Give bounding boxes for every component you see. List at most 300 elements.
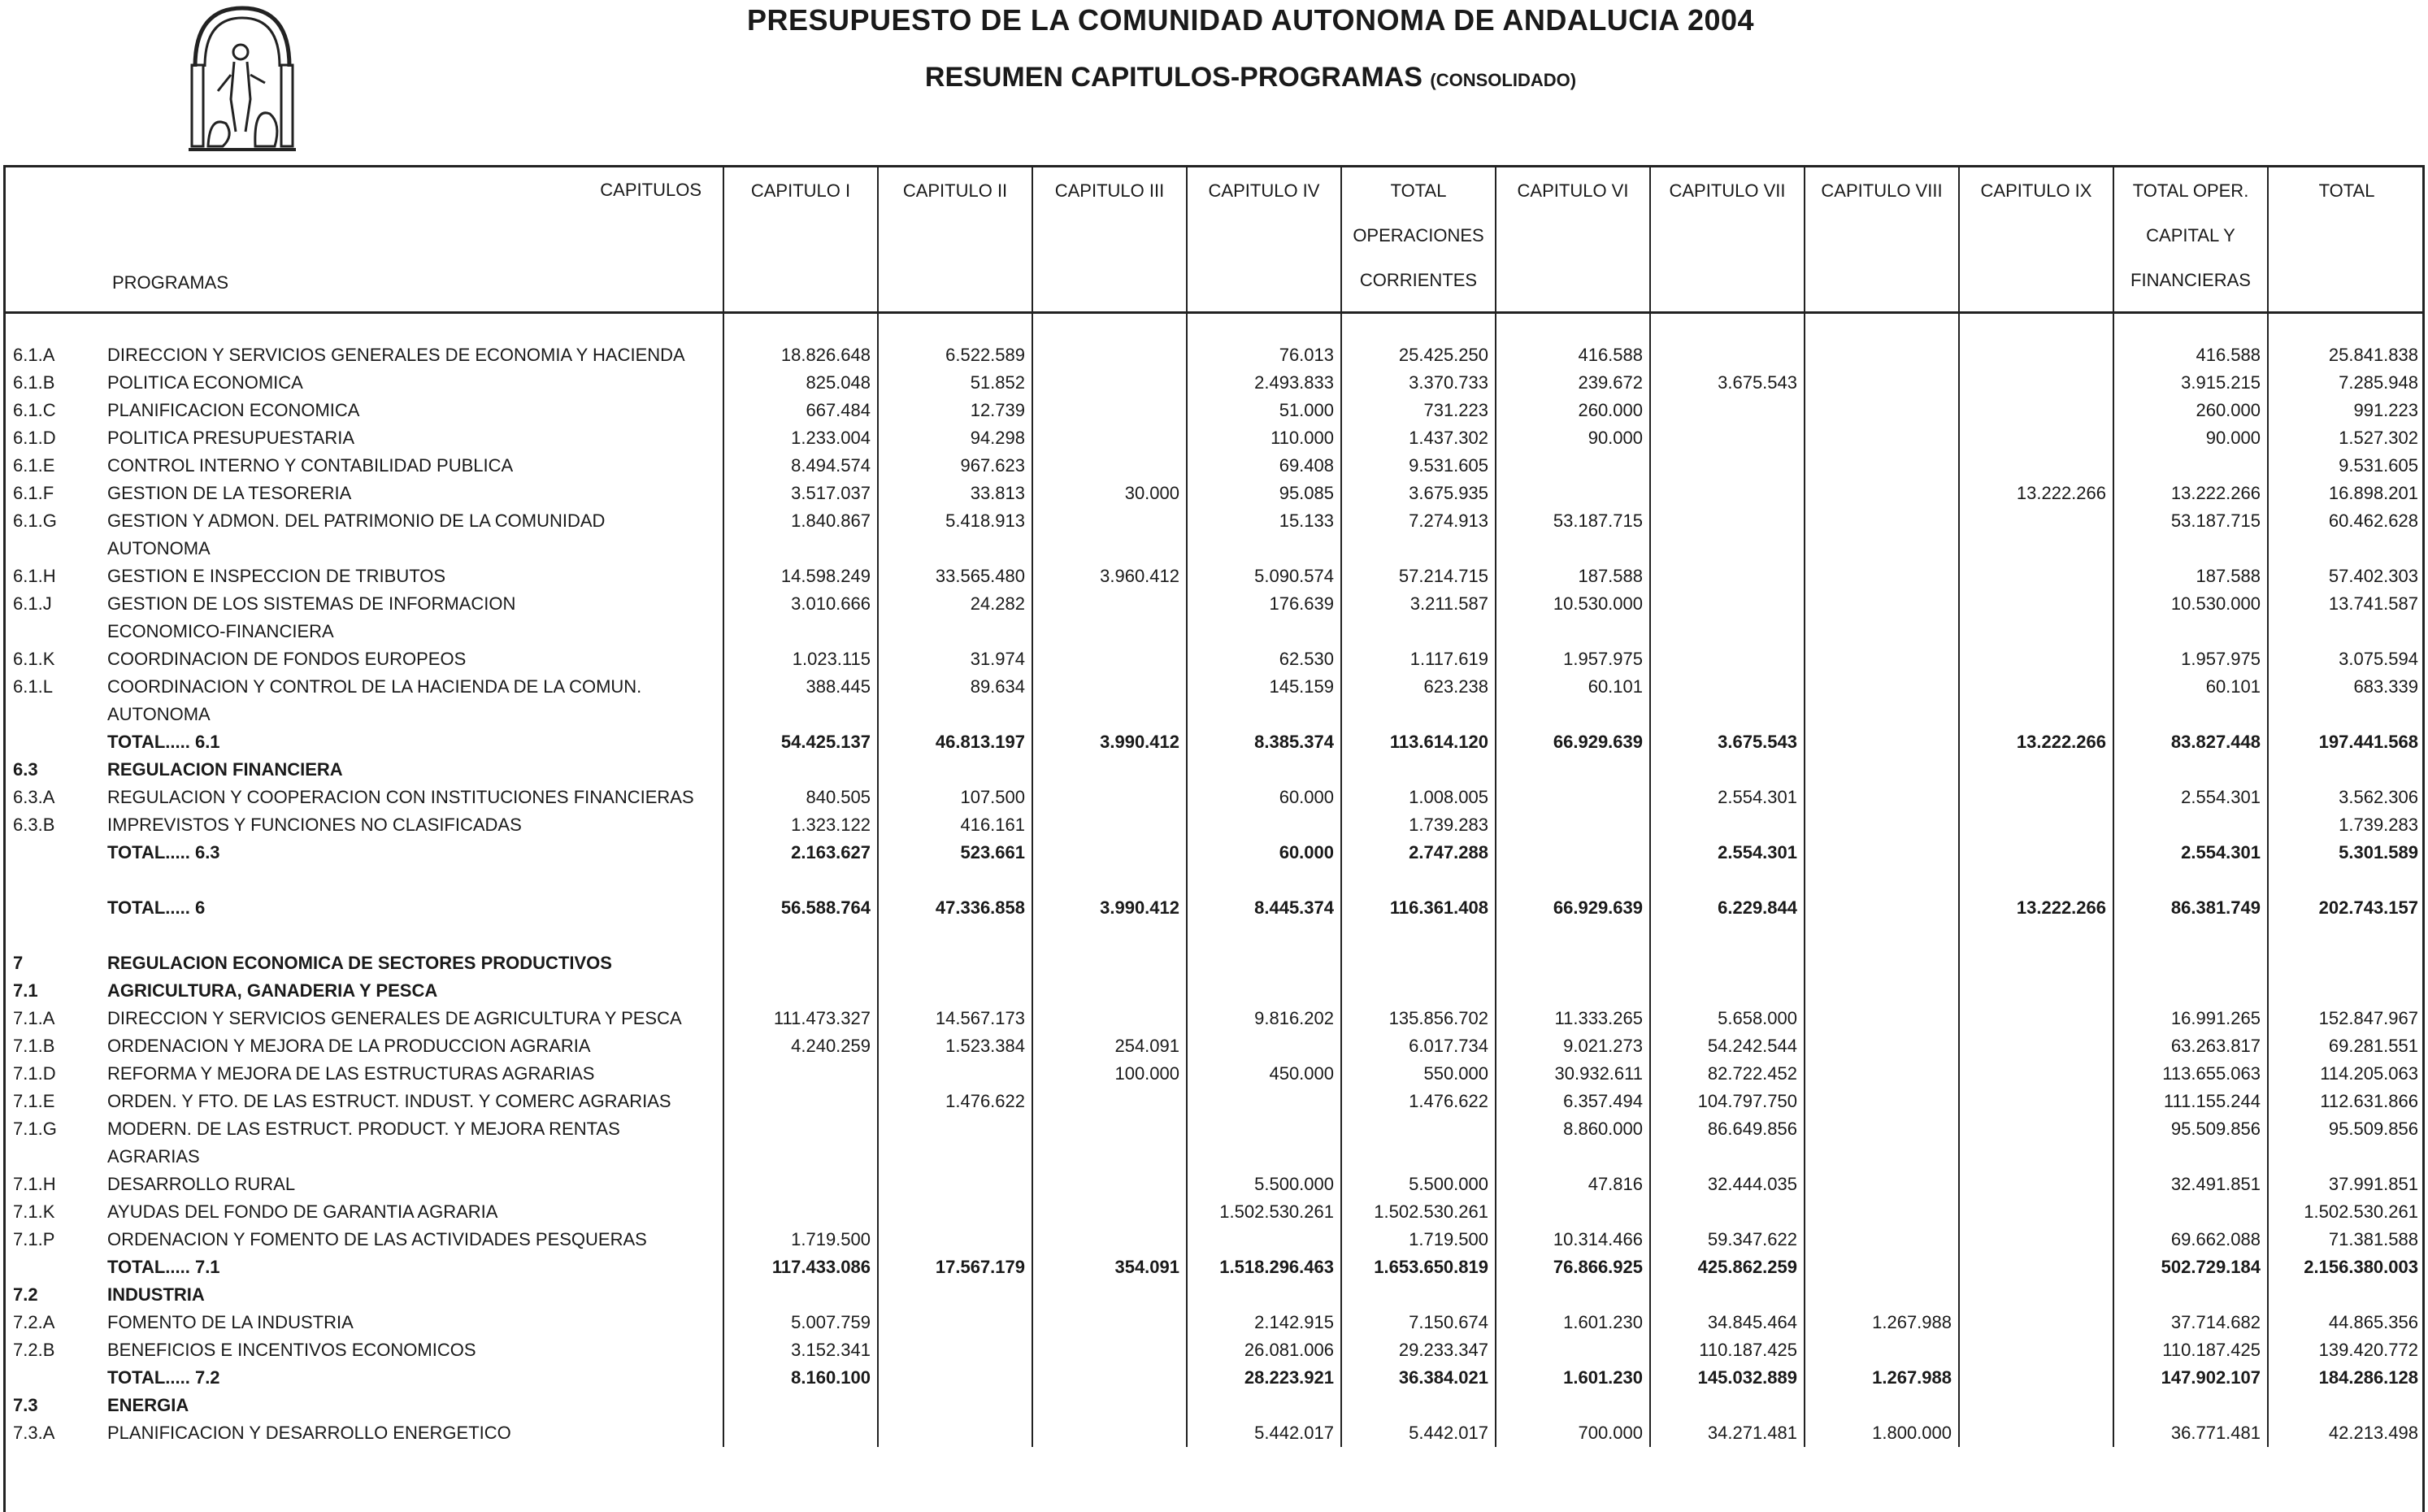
program-row: [3, 1115, 2425, 1143]
amount-cell: 111.155.244: [2113, 1088, 2268, 1115]
empty-cell: [3, 867, 107, 894]
program-row: [3, 1226, 2425, 1253]
empty-cell: [1187, 313, 1341, 342]
amount-cell: [1341, 1281, 1496, 1309]
amount-cell: 145.032.889: [1650, 1364, 1805, 1392]
program-code: 7.2.A: [13, 1312, 55, 1332]
program-name: TOTAL..... 7.1: [107, 1257, 220, 1277]
empty-cell: [1805, 313, 1959, 342]
amount-cell: [1032, 1198, 1187, 1226]
program-row: [3, 1143, 2425, 1171]
amount-cell: [1805, 1281, 1959, 1309]
amount-cell: [878, 756, 1032, 784]
total-row: [3, 1253, 2425, 1281]
amount-cell: [1959, 949, 2113, 977]
amount-cell: [2113, 1281, 2268, 1309]
amount-cell: [1805, 1060, 1959, 1088]
amount-cell: 1.502.530.261: [1341, 1198, 1496, 1226]
amount-cell: 623.238: [1341, 673, 1496, 701]
amount-cell: [2268, 977, 2425, 1005]
amount-cell: 967.623: [878, 452, 1032, 480]
amount-cell: 59.347.622: [1650, 1226, 1805, 1253]
amount-cell: [1187, 949, 1341, 977]
amount-cell: [1341, 1392, 1496, 1419]
program-name: TOTAL..... 6.1: [107, 732, 220, 752]
amount-cell: [1959, 424, 2113, 452]
empty-cell: [2268, 867, 2425, 894]
program-code: 6.1.D: [13, 428, 56, 448]
amount-cell: [1496, 1392, 1650, 1419]
amount-cell: [1650, 480, 1805, 507]
amount-cell: [1341, 756, 1496, 784]
amount-cell: [1959, 590, 2113, 618]
empty-cell: [723, 867, 878, 894]
amount-cell: 36.384.021: [1341, 1364, 1496, 1392]
amount-cell: [1959, 1198, 2113, 1226]
program-name: PLANIFICACION ECONOMICA: [107, 400, 360, 420]
column-header-line: CAPITULO VI: [1517, 180, 1629, 201]
amount-cell: 5.500.000: [1187, 1171, 1341, 1198]
program-name: GESTION DE LA TESORERIA: [107, 483, 352, 503]
program-row: [3, 701, 2425, 728]
program-code: 7.3.A: [13, 1423, 55, 1443]
amount-cell: 1.502.530.261: [1187, 1198, 1341, 1226]
empty-cell: [3, 313, 107, 342]
amount-cell: 1.023.115: [723, 645, 878, 673]
amount-cell: [1959, 1060, 2113, 1088]
amount-cell: [1032, 424, 1187, 452]
amount-cell: [1959, 784, 2113, 811]
empty-cell: [878, 313, 1032, 342]
amount-cell: 5.442.017: [1341, 1419, 1496, 1447]
program-code: [3, 728, 107, 756]
empty-cell: [3, 922, 107, 949]
program-name: MODERN. DE LAS ESTRUCT. PRODUCT. Y MEJORA RENTAS: [107, 1119, 620, 1139]
amount-cell: 700.000: [1496, 1419, 1650, 1447]
amount-cell: 825.048: [723, 369, 878, 397]
program-row: [3, 1005, 2425, 1032]
column-header-line: FINANCIERAS: [2130, 270, 2251, 290]
program-row: [3, 341, 2425, 369]
amount-cell: [723, 1060, 878, 1088]
amount-cell: [1959, 1143, 2113, 1171]
amount-cell: 8.160.100: [723, 1364, 878, 1392]
amount-cell: [1959, 1392, 2113, 1419]
amount-cell: 116.361.408: [1341, 894, 1496, 922]
program-row: [3, 618, 2425, 645]
section-row: [3, 756, 2425, 784]
amount-cell: [1650, 507, 1805, 535]
amount-cell: [1187, 1115, 1341, 1143]
amount-cell: [1805, 1253, 1959, 1281]
amount-cell: 3.370.733: [1341, 369, 1496, 397]
empty-cell: [1805, 922, 1959, 949]
amount-cell: 3.675.543: [1650, 369, 1805, 397]
amount-cell: 25.425.250: [1341, 341, 1496, 369]
column-header: [1032, 165, 1187, 313]
amount-cell: [1959, 507, 2113, 535]
amount-cell: 94.298: [878, 424, 1032, 452]
amount-cell: [878, 535, 1032, 563]
amount-cell: 60.000: [1187, 784, 1341, 811]
amount-cell: 139.420.772: [2268, 1336, 2425, 1364]
amount-cell: [723, 1143, 878, 1171]
program-code: 6.1.K: [13, 649, 55, 669]
amount-cell: [1959, 452, 2113, 480]
amount-cell: 5.658.000: [1650, 1005, 1805, 1032]
amount-cell: 53.187.715: [1496, 507, 1650, 535]
program-name: GESTION E INSPECCION DE TRIBUTOS: [107, 566, 446, 586]
amount-cell: [723, 949, 878, 977]
amount-cell: 71.381.588: [2268, 1226, 2425, 1253]
column-header: [1959, 165, 2113, 313]
amount-cell: 1.267.988: [1805, 1364, 1959, 1392]
amount-cell: [2113, 977, 2268, 1005]
amount-cell: [1805, 949, 1959, 977]
program-code: 6.1.H: [13, 566, 56, 586]
program-code: 6.1.G: [13, 511, 57, 531]
column-header-line: CAPITULO IX: [1980, 180, 2092, 201]
program-code: 7: [13, 953, 24, 973]
amount-cell: [2268, 701, 2425, 728]
program-name: TOTAL..... 7.2: [107, 1367, 220, 1388]
column-header: [2113, 165, 2268, 313]
amount-cell: [1805, 1088, 1959, 1115]
amount-cell: [1032, 397, 1187, 424]
amount-cell: 60.101: [1496, 673, 1650, 701]
amount-cell: [878, 618, 1032, 645]
amount-cell: [1032, 1226, 1187, 1253]
program-code: 7.1.D: [13, 1063, 56, 1084]
amount-cell: [878, 1115, 1032, 1143]
program-code: 7.1.B: [13, 1036, 55, 1056]
empty-cell: [723, 922, 878, 949]
amount-cell: 2.163.627: [723, 839, 878, 867]
empty-cell: [1187, 867, 1341, 894]
amount-cell: [1187, 701, 1341, 728]
amount-cell: [1805, 811, 1959, 839]
column-header: [1805, 165, 1959, 313]
program-code: 6.3.B: [13, 815, 55, 835]
amount-cell: 840.505: [723, 784, 878, 811]
program-code: 7.1.A: [13, 1008, 55, 1028]
amount-cell: [1959, 563, 2113, 590]
amount-cell: 3.075.594: [2268, 645, 2425, 673]
program-name: DESARROLLO RURAL: [107, 1174, 296, 1194]
amount-cell: 95.509.856: [2113, 1115, 2268, 1143]
amount-cell: [1959, 1281, 2113, 1309]
amount-cell: 37.991.851: [2268, 1171, 2425, 1198]
amount-cell: [1341, 618, 1496, 645]
amount-cell: 10.314.466: [1496, 1226, 1650, 1253]
section-row: [3, 1281, 2425, 1309]
amount-cell: [878, 1392, 1032, 1419]
program-name: INDUSTRIA: [107, 1284, 205, 1305]
program-name: REGULACION Y COOPERACION CON INSTITUCIONES FINANCIERAS: [107, 787, 694, 807]
amount-cell: [1959, 645, 2113, 673]
amount-cell: [878, 1060, 1032, 1088]
amount-cell: 14.598.249: [723, 563, 878, 590]
amount-cell: [1650, 673, 1805, 701]
amount-cell: [1650, 535, 1805, 563]
amount-cell: [2113, 1392, 2268, 1419]
amount-cell: [878, 1364, 1032, 1392]
program-name: ORDENACION Y FOMENTO DE LAS ACTIVIDADES PESQUERAS: [107, 1229, 647, 1249]
amount-cell: [1341, 977, 1496, 1005]
empty-cell: [107, 313, 723, 342]
amount-cell: 5.007.759: [723, 1309, 878, 1336]
amount-cell: 25.841.838: [2268, 341, 2425, 369]
amount-cell: [1650, 977, 1805, 1005]
amount-cell: 10.530.000: [1496, 590, 1650, 618]
column-header-line: CAPITULO I: [750, 180, 851, 201]
amount-cell: [723, 1171, 878, 1198]
column-header-line: CAPITULO II: [902, 180, 1008, 201]
amount-cell: [2113, 535, 2268, 563]
amount-cell: 69.281.551: [2268, 1032, 2425, 1060]
amount-cell: 3.562.306: [2268, 784, 2425, 811]
column-header-line: CAPITULO VIII: [1821, 180, 1943, 201]
amount-cell: 1.523.384: [878, 1032, 1032, 1060]
amount-cell: [723, 535, 878, 563]
amount-cell: 2.747.288: [1341, 839, 1496, 867]
amount-cell: [1805, 397, 1959, 424]
amount-cell: [1805, 1005, 1959, 1032]
spacer-row: [3, 867, 2425, 894]
amount-cell: 254.091: [1032, 1032, 1187, 1060]
empty-cell: [1032, 922, 1187, 949]
amount-cell: [1805, 1115, 1959, 1143]
program-name: BENEFICIOS E INCENTIVOS ECONOMICOS: [107, 1340, 476, 1360]
amount-cell: 667.484: [723, 397, 878, 424]
amount-cell: 187.588: [1496, 563, 1650, 590]
amount-cell: [1805, 839, 1959, 867]
amount-cell: 1.957.975: [1496, 645, 1650, 673]
program-code: [3, 1364, 107, 1392]
amount-cell: [1032, 341, 1187, 369]
amount-cell: 388.445: [723, 673, 878, 701]
amount-cell: 2.156.380.003: [2268, 1253, 2425, 1281]
program-code: 6.1.C: [13, 400, 56, 420]
amount-cell: 354.091: [1032, 1253, 1187, 1281]
amount-cell: 1.008.005: [1341, 784, 1496, 811]
program-name: TOTAL..... 6.3: [107, 842, 220, 862]
program-code: [3, 701, 107, 728]
column-header: [2268, 165, 2425, 313]
empty-cell: [1650, 867, 1805, 894]
column-header-line: CAPITAL Y: [2146, 225, 2235, 245]
amount-cell: 9.816.202: [1187, 1005, 1341, 1032]
amount-cell: [1650, 1143, 1805, 1171]
amount-cell: [878, 1143, 1032, 1171]
program-code: 7.1.P: [13, 1229, 55, 1249]
spacer-row: [3, 922, 2425, 949]
program-name: DIRECCION Y SERVICIOS GENERALES DE ECONOMIA Y HACIENDA: [107, 345, 685, 365]
column-header-line: CAPITULO IV: [1208, 180, 1320, 201]
amount-cell: 16.898.201: [2268, 480, 2425, 507]
empty-cell: [1496, 313, 1650, 342]
amount-cell: [723, 1281, 878, 1309]
amount-cell: 10.530.000: [2113, 590, 2268, 618]
program-name: AUTONOMA: [107, 704, 211, 724]
amount-cell: 184.286.128: [2268, 1364, 2425, 1392]
amount-cell: 86.381.749: [2113, 894, 2268, 922]
amount-cell: 34.845.464: [1650, 1309, 1805, 1336]
empty-cell: [1341, 313, 1496, 342]
amount-cell: [1187, 977, 1341, 1005]
program-row: [3, 452, 2425, 480]
amount-cell: 11.333.265: [1496, 1005, 1650, 1032]
amount-cell: 416.161: [878, 811, 1032, 839]
amount-cell: 1.476.622: [1341, 1088, 1496, 1115]
program-row: [3, 1088, 2425, 1115]
amount-cell: [1959, 811, 2113, 839]
amount-cell: 104.797.750: [1650, 1088, 1805, 1115]
amount-cell: [1032, 1364, 1187, 1392]
amount-cell: 8.860.000: [1496, 1115, 1650, 1143]
empty-cell: [2268, 922, 2425, 949]
program-code: 6.1.B: [13, 372, 55, 393]
column-header-line: CAPITULO VII: [1669, 180, 1786, 201]
amount-cell: 16.991.265: [2113, 1005, 2268, 1032]
corner-capitulos-label: CAPITULOS: [600, 180, 701, 200]
amount-cell: 113.655.063: [2113, 1060, 2268, 1088]
column-header-line: TOTAL: [1390, 180, 1447, 201]
amount-cell: 57.402.303: [2268, 563, 2425, 590]
amount-cell: [1650, 424, 1805, 452]
amount-cell: 29.233.347: [1341, 1336, 1496, 1364]
amount-cell: [1959, 1364, 2113, 1392]
amount-cell: 2.554.301: [2113, 839, 2268, 867]
program-code: 7.1: [13, 980, 38, 1001]
section-row: [3, 977, 2425, 1005]
program-name: COORDINACION Y CONTROL DE LA HACIENDA DE LA COMUN.: [107, 676, 642, 697]
amount-cell: [2268, 756, 2425, 784]
amount-cell: [1341, 535, 1496, 563]
amount-cell: [2113, 618, 2268, 645]
amount-cell: 26.081.006: [1187, 1336, 1341, 1364]
program-name: FOMENTO DE LA INDUSTRIA: [107, 1312, 354, 1332]
program-code: 7.2: [13, 1284, 38, 1305]
amount-cell: 13.222.266: [2113, 480, 2268, 507]
amount-cell: [1959, 673, 2113, 701]
amount-cell: [1187, 1032, 1341, 1060]
amount-cell: 54.242.544: [1650, 1032, 1805, 1060]
amount-cell: [2113, 1198, 2268, 1226]
program-row: [3, 645, 2425, 673]
amount-cell: [1959, 1309, 2113, 1336]
program-row: [3, 535, 2425, 563]
amount-cell: [2268, 618, 2425, 645]
amount-cell: 7.274.913: [1341, 507, 1496, 535]
amount-cell: 62.530: [1187, 645, 1341, 673]
amount-cell: [1805, 618, 1959, 645]
amount-cell: 1.601.230: [1496, 1309, 1650, 1336]
amount-cell: [1959, 1419, 2113, 1447]
amount-cell: [878, 949, 1032, 977]
amount-cell: 56.588.764: [723, 894, 878, 922]
amount-cell: 60.101: [2113, 673, 2268, 701]
program-row: [3, 1419, 2425, 1447]
amount-cell: 46.813.197: [878, 728, 1032, 756]
amount-cell: [723, 618, 878, 645]
subtitle-consolidado: (CONSOLIDADO): [1430, 70, 1577, 90]
amount-cell: [878, 701, 1032, 728]
amount-cell: [1805, 701, 1959, 728]
amount-cell: 416.588: [2113, 341, 2268, 369]
amount-cell: [1959, 397, 2113, 424]
amount-cell: [1805, 535, 1959, 563]
amount-cell: [1805, 480, 1959, 507]
empty-cell: [1032, 867, 1187, 894]
amount-cell: [1187, 1281, 1341, 1309]
amount-cell: [723, 1088, 878, 1115]
program-code: 7.1.E: [13, 1091, 55, 1111]
amount-cell: 1.739.283: [1341, 811, 1496, 839]
amount-cell: [1496, 618, 1650, 645]
amount-cell: [1341, 701, 1496, 728]
program-name: TOTAL..... 6: [107, 897, 206, 918]
amount-cell: [1496, 452, 1650, 480]
amount-cell: 13.741.587: [2268, 590, 2425, 618]
amount-cell: 176.639: [1187, 590, 1341, 618]
amount-cell: [1496, 949, 1650, 977]
amount-cell: [1805, 1198, 1959, 1226]
amount-cell: [1805, 341, 1959, 369]
program-code: 6.1.E: [13, 455, 55, 476]
amount-cell: [723, 756, 878, 784]
column-header: [1187, 165, 1341, 313]
amount-cell: 37.714.682: [2113, 1309, 2268, 1336]
amount-cell: 33.565.480: [878, 563, 1032, 590]
program-row: [3, 369, 2425, 397]
amount-cell: 5.418.913: [878, 507, 1032, 535]
amount-cell: [1032, 535, 1187, 563]
amount-cell: 36.771.481: [2113, 1419, 2268, 1447]
spacer-row: [3, 313, 2425, 342]
amount-cell: 111.473.327: [723, 1005, 878, 1032]
amount-cell: 32.444.035: [1650, 1171, 1805, 1198]
amount-cell: 54.425.137: [723, 728, 878, 756]
amount-cell: [1959, 1115, 2113, 1143]
amount-cell: 53.187.715: [2113, 507, 2268, 535]
empty-cell: [1032, 313, 1187, 342]
amount-cell: [1650, 1281, 1805, 1309]
amount-cell: 147.902.107: [2113, 1364, 2268, 1392]
amount-cell: 3.990.412: [1032, 728, 1187, 756]
program-row: [3, 1309, 2425, 1336]
program-code: 7.3: [13, 1395, 38, 1415]
empty-cell: [878, 922, 1032, 949]
amount-cell: [1032, 1419, 1187, 1447]
amount-cell: [1959, 535, 2113, 563]
amount-cell: [1187, 1392, 1341, 1419]
amount-cell: [1959, 369, 2113, 397]
program-name: REFORMA Y MEJORA DE LAS ESTRUCTURAS AGRARIAS: [107, 1063, 595, 1084]
program-row: [3, 673, 2425, 701]
amount-cell: [1959, 756, 2113, 784]
amount-cell: 30.932.611: [1496, 1060, 1650, 1088]
empty-cell: [1650, 313, 1805, 342]
amount-cell: [878, 1281, 1032, 1309]
amount-cell: [1805, 1226, 1959, 1253]
amount-cell: [1187, 1088, 1341, 1115]
program-name: AGRARIAS: [107, 1146, 200, 1167]
program-code: 7.1.H: [13, 1174, 56, 1194]
amount-cell: [1496, 756, 1650, 784]
program-name: REGULACION ECONOMICA DE SECTORES PRODUCTIVOS: [107, 953, 612, 973]
amount-cell: [1032, 1005, 1187, 1032]
